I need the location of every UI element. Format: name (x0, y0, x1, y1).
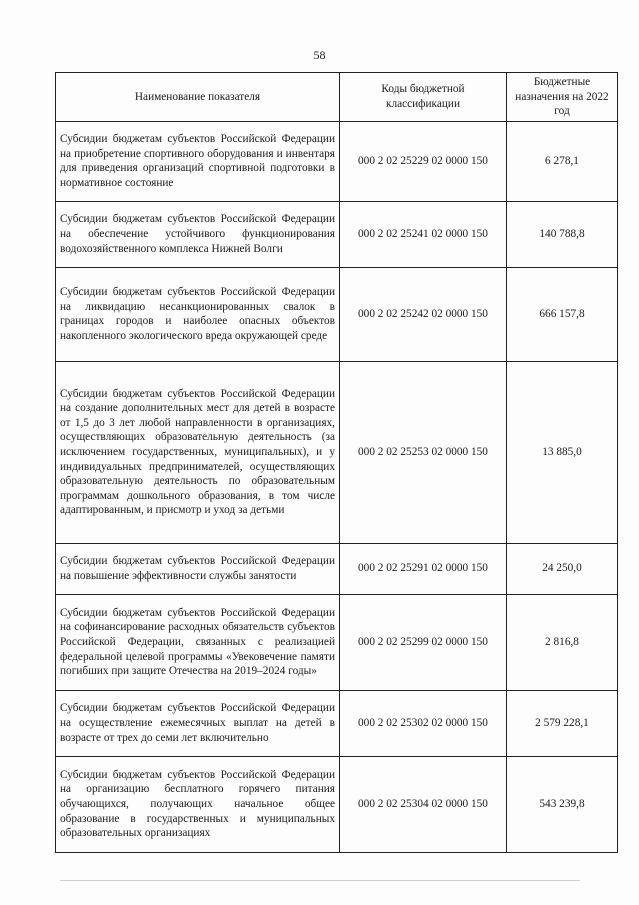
row-amount: 6 278,1 (507, 121, 618, 201)
table-row (56, 201, 618, 267)
header-name: Наименование показателя (56, 73, 340, 122)
row-amount: 666 157,8 (507, 267, 618, 361)
table-row (56, 594, 618, 690)
table-header-row (56, 73, 618, 122)
table-row (56, 121, 618, 201)
row-amount: 13 885,0 (507, 361, 618, 543)
table-row (56, 361, 618, 543)
row-name: Субсидии бюджетам субъектов Российской Федерации на ликвидацию несанкционированных свалок в границах городов и наиболее опасных объектов накопленного экологического вреда окружающей среде (56, 267, 340, 361)
row-code: 000 2 02 25242 02 0000 150 (340, 267, 507, 361)
budget-table (55, 72, 618, 853)
row-code: 000 2 02 25299 02 0000 150 (340, 594, 507, 690)
row-code: 000 2 02 25229 02 0000 150 (340, 121, 507, 201)
row-amount: 24 250,0 (507, 543, 618, 594)
row-code: 000 2 02 25253 02 0000 150 (340, 361, 507, 543)
row-name: Субсидии бюджетам субъектов Российской Федерации на приобретение спортивного оборудования и инвентаря для приведения организаций спортивной подготовки в нормативное состояние (56, 121, 340, 201)
row-amount: 2 579 228,1 (507, 690, 618, 756)
table-row (56, 756, 618, 852)
row-name: Субсидии бюджетам субъектов Российской Федерации на создание дополнительных мест для детей в возрасте от 1,5 до 3 лет любой направленности в организациях, осуществляющих образовательную деятельность (за исключением государственных, муниципальных), и у индивидуальных предпринимателей, осуществляющих образовательную деятельность по образовательным программам дошкольного образования, в том числе адаптированным, и присмотр и уход за детьми (56, 361, 340, 543)
row-name: Субсидии бюджетам субъектов Российской Федерации на организацию бесплатного горячего питания обучающихся, получающих начальное общее образование в государственных и муниципальных образовательных организациях (56, 756, 340, 852)
row-code: 000 2 02 25291 02 0000 150 (340, 543, 507, 594)
table-row (56, 543, 618, 594)
table-row (56, 267, 618, 361)
row-amount: 2 816,8 (507, 594, 618, 690)
row-code: 000 2 02 25304 02 0000 150 (340, 756, 507, 852)
row-name: Субсидии бюджетам субъектов Российской Федерации на повышение эффективности службы занятости (56, 543, 340, 594)
row-code: 000 2 02 25241 02 0000 150 (340, 201, 507, 267)
row-code: 000 2 02 25302 02 0000 150 (340, 690, 507, 756)
table-row (56, 690, 618, 756)
row-name: Субсидии бюджетам субъектов Российской Федерации на обеспечение устойчивого функционирования водохозяйственного комплекса Нижней Волги (56, 201, 340, 267)
header-code: Коды бюджетной классификации (340, 73, 507, 122)
page-bottom-rule (60, 880, 580, 881)
row-amount: 543 239,8 (507, 756, 618, 852)
page-number: 58 (313, 48, 326, 62)
row-name: Субсидии бюджетам субъектов Российской Федерации на осуществление ежемесячных выплат на детей в возрасте от трех до семи лет включительно (56, 690, 340, 756)
row-name: Субсидии бюджетам субъектов Российской Федерации на софинансирование расходных обязательств субъектов Российской Федерации, связанных с реализацией федеральной целевой программы «Увековечение памяти погибших при защите Отечества на 2019–2024 годы» (56, 594, 340, 690)
header-amount: Бюджетные назначения на 2022 год (507, 73, 618, 122)
row-amount: 140 788,8 (507, 201, 618, 267)
